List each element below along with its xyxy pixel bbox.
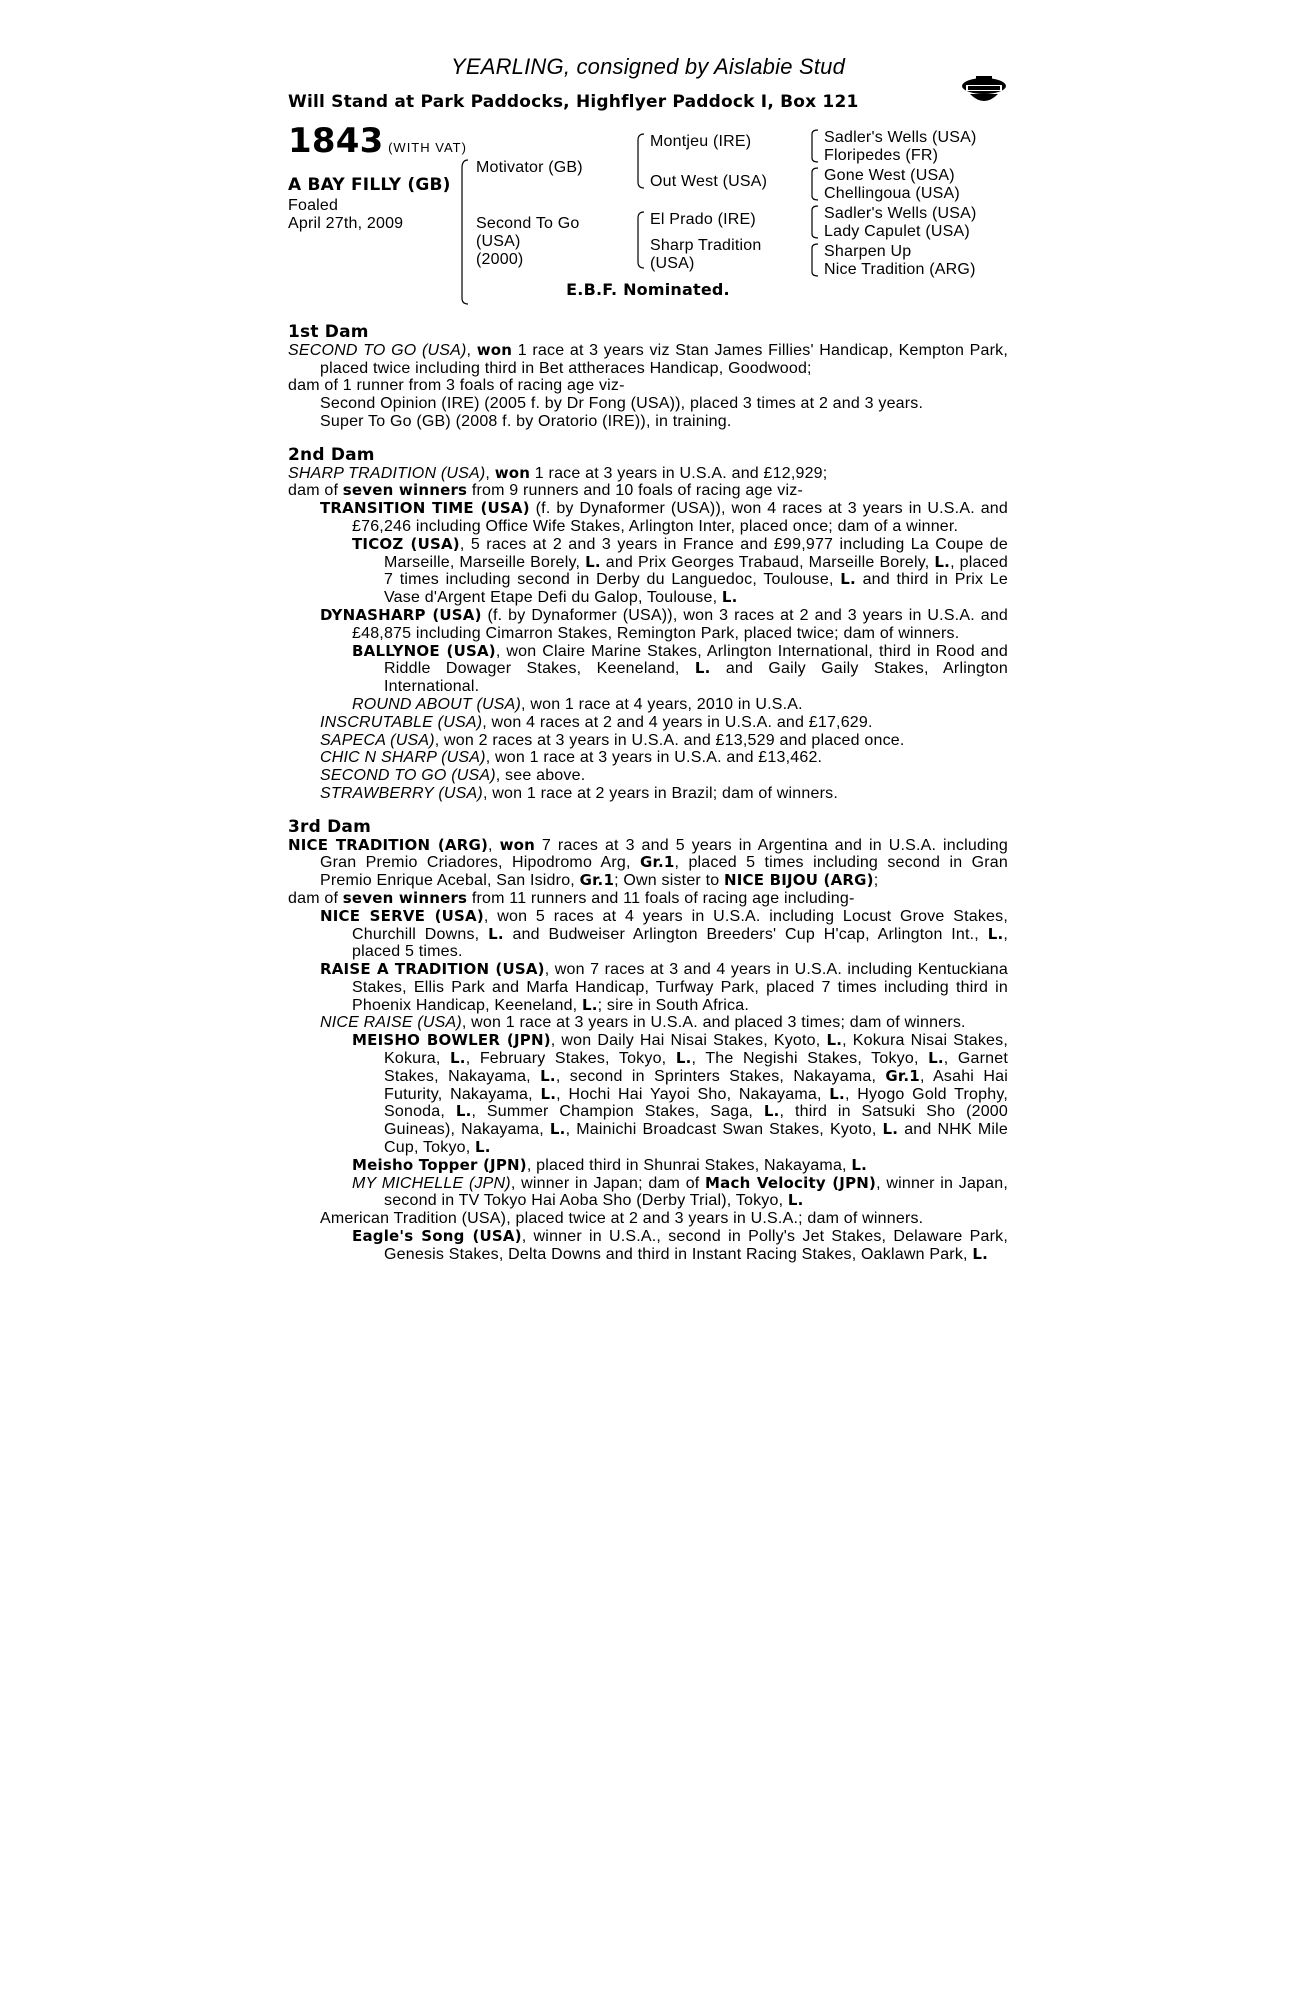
gen3-3: Gone West (USA)	[824, 167, 955, 184]
first-dam-section	[288, 324, 1008, 431]
ebf-note: E.B.F. Nominated.	[566, 280, 730, 299]
gen3-brace-1	[808, 128, 820, 164]
gen3-2: Floripedes (FR)	[824, 147, 939, 164]
progeny-item: Meisho Topper (JPN), placed third in Shunrai Stakes, Nakayama, L.	[352, 1155, 868, 1174]
progeny-item: TRANSITION TIME (USA) (f. by Dynaformer (USA)), won 4 races at 3 years in U.S.A. and £76,246 including Office Wife Stakes, Arlington Inter, placed once; dam of a winner.	[320, 499, 1008, 535]
third-dam-produce: dam of seven winners from 11 runners and 11 foals of racing age including-	[288, 888, 855, 907]
gen3-brace-2	[808, 166, 820, 202]
dam-sire: El Prado (IRE)	[650, 211, 756, 228]
lot-number: 1843	[288, 121, 384, 161]
progeny-item: SECOND TO GO (USA), see above.	[320, 767, 586, 785]
gen3-4: Chellingoua (USA)	[824, 185, 960, 202]
tattersalls-logo-icon	[960, 68, 1008, 110]
gen3-6: Lady Capulet (USA)	[824, 223, 970, 240]
dam-brace	[634, 210, 646, 270]
second-dam-record: SHARP TRADITION (USA), won 1 race at 3 years in U.S.A. and £12,929;	[288, 463, 828, 482]
page-title: YEARLING, consigned by Aislabie Stud	[450, 54, 846, 79]
first-dam-produce: dam of 1 runner from 3 foals of racing age viz-	[288, 377, 625, 395]
sire-sire: Montjeu (IRE)	[650, 133, 752, 150]
sire-dam: Out West (USA)	[650, 173, 768, 190]
progeny-item: NICE SERVE (USA), won 5 races at 4 years in U.S.A. including Locust Grove Stakes, Churchill Downs, L. and Budweiser Arlington Breeders' Cup H'cap, Arlington Int., L., placed 5 times.	[320, 906, 1009, 961]
dam-dam-line-1: Sharp Tradition	[650, 237, 762, 254]
progeny-item: ROUND ABOUT (USA), won 1 race at 4 years, 2010 in U.S.A.	[352, 695, 803, 713]
progeny-item: American Tradition (USA), placed twice at 2 and 3 years in U.S.A.; dam of winners.	[320, 1210, 924, 1228]
catalogue-page	[288, 52, 1008, 1264]
progeny-item: TICOZ (USA), 5 races at 2 and 3 years in France and £99,977 including La Coupe de Marseille, Marseille Borely, L. and Prix Georges Trabaud, Marseille Borely, L., placed 7 times including second in Derby du Languedoc, Toulouse, L. and third in Prix Le Vase d'Argent Etape Defi du Galop, Toulouse, L.	[352, 534, 1008, 607]
first-dam-record: SECOND TO GO (USA), won 1 race at 3 years viz Stan James Fillies' Handicap, Kempton Park, placed twice including third in Bet attheraces Handicap, Goodwood;	[288, 340, 1008, 377]
gen3-8: Nice Tradition (ARG)	[824, 261, 976, 278]
gen3-5: Sadler's Wells (USA)	[824, 205, 977, 222]
progeny-item: RAISE A TRADITION (USA), won 7 races at 3 and 4 years in U.S.A. including Kentuckiana Stakes, Ellis Park and Marfa Handicap, Turfway Park, placed 7 times including third in Phoenix Handicap, Keeneland, L.; sire in South Africa.	[320, 960, 1009, 1014]
foaled-date: April 27th, 2009	[288, 215, 404, 232]
dam-dam-line-2: (USA)	[650, 255, 695, 272]
sire-brace	[634, 132, 646, 190]
progeny-item: MEISHO BOWLER (JPN), won Daily Hai Nisai Stakes, Kyoto, L., Kokura Nisai Stakes, Kokura, L., February Stakes, Tokyo, L., The Negishi Stakes, Tokyo, L., Garnet Stakes, Nakayama, L., second in Sprinters Stakes, Nakayama, Gr.1, Asahi Hai Futurity, Nakayama, L., Hochi Hai Yayoi Sho, Nakayama, L., Hyogo Gold Trophy, Sonoda, L., Summer Champion Stakes, Saga, L., third in Satsuki Sho (2000 Guineas), Nakayama, L., Mainichi Broadcast Swan Stakes, Kyoto, L. and NHK Mile Cup, Tokyo, L.	[352, 1031, 1009, 1157]
progeny-item: Eagle's Song (USA), winner in U.S.A., second in Polly's Jet Stakes, Delaware Park, Genesis Stakes, Delta Downs and third in Instant Racing Stakes, Oaklawn Park, L.	[352, 1227, 1008, 1263]
foaled-label: Foaled	[288, 197, 339, 214]
sire: Motivator (GB)	[476, 159, 583, 176]
gen3-brace-4	[808, 242, 820, 278]
gen3-7: Sharpen Up	[824, 243, 912, 260]
progeny-item: Super To Go (GB) (2008 f. by Oratorio (IRE)), in training.	[320, 412, 732, 430]
second-dam-produce: dam of seven winners from 9 runners and 10 foals of racing age viz-	[288, 481, 803, 500]
gen3-1: Sadler's Wells (USA)	[824, 129, 977, 146]
second-dam-section	[288, 444, 1009, 803]
progeny-item: STRAWBERRY (USA), won 1 race at 2 years in Brazil; dam of winners.	[320, 784, 838, 802]
dam-line-2: (USA)	[476, 233, 521, 250]
progeny-item: NICE RAISE (USA), won 1 race at 3 years in U.S.A. and placed 3 times; dam of winners.	[320, 1014, 966, 1032]
progeny-item: DYNASHARP (USA) (f. by Dynaformer (USA)), won 3 races at 2 and 3 years in U.S.A. and £48,875 including Cimarron Stakes, Remington Park, placed twice; dam of winners.	[320, 605, 1008, 642]
vat-note: (WITH VAT)	[388, 140, 467, 155]
second-dam-heading: 2nd Dam	[288, 444, 375, 465]
third-dam-section	[288, 816, 1009, 1264]
lot-description: A BAY FILLY (GB)	[288, 175, 451, 195]
stand-location: Will Stand at Park Paddocks, Highflyer Paddock I, Box 121	[288, 92, 859, 112]
progeny-item: MY MICHELLE (JPN), winner in Japan; dam of Mach Velocity (JPN), winner in Japan, second in TV Tokyo Hai Aoba Sho (Derby Trial), Tokyo, L.	[352, 1173, 1008, 1210]
progeny-item: SAPECA (USA), won 2 races at 3 years in U.S.A. and £13,529 and placed once.	[320, 731, 905, 749]
pedigree-table	[288, 121, 1008, 308]
dam-line-1: Second To Go	[476, 215, 580, 232]
gen3-brace-3	[808, 204, 820, 240]
progeny-item: CHIC N SHARP (USA), won 1 race at 3 years in U.S.A. and £13,462.	[320, 749, 823, 767]
progeny-item: INSCRUTABLE (USA), won 4 races at 2 and 4 years in U.S.A. and £17,629.	[320, 713, 873, 731]
progeny-item: Second Opinion (IRE) (2005 f. by Dr Fong (USA)), placed 3 times at 2 and 3 years.	[320, 395, 924, 413]
third-dam-heading: 3rd Dam	[288, 816, 371, 837]
dam-line-3: (2000)	[476, 251, 524, 268]
progeny-item: BALLYNOE (USA), won Claire Marine Stakes, Arlington International, third in Rood and Riddle Dowager Stakes, Keeneland, L. and Gaily Gaily Stakes, Arlington International.	[352, 641, 1009, 696]
first-dam-heading: 1st Dam	[288, 322, 369, 342]
third-dam-record: NICE TRADITION (ARG), won 7 races at 3 and 5 years in Argentina and in U.S.A. including Gran Premio Criadores, Hipodromo Arg, Gr.1, placed 5 times including second in Gran Premio Enrique Acebal, San Isidro, Gr.1; Own sister to NICE BIJOU (ARG);	[288, 835, 1008, 890]
